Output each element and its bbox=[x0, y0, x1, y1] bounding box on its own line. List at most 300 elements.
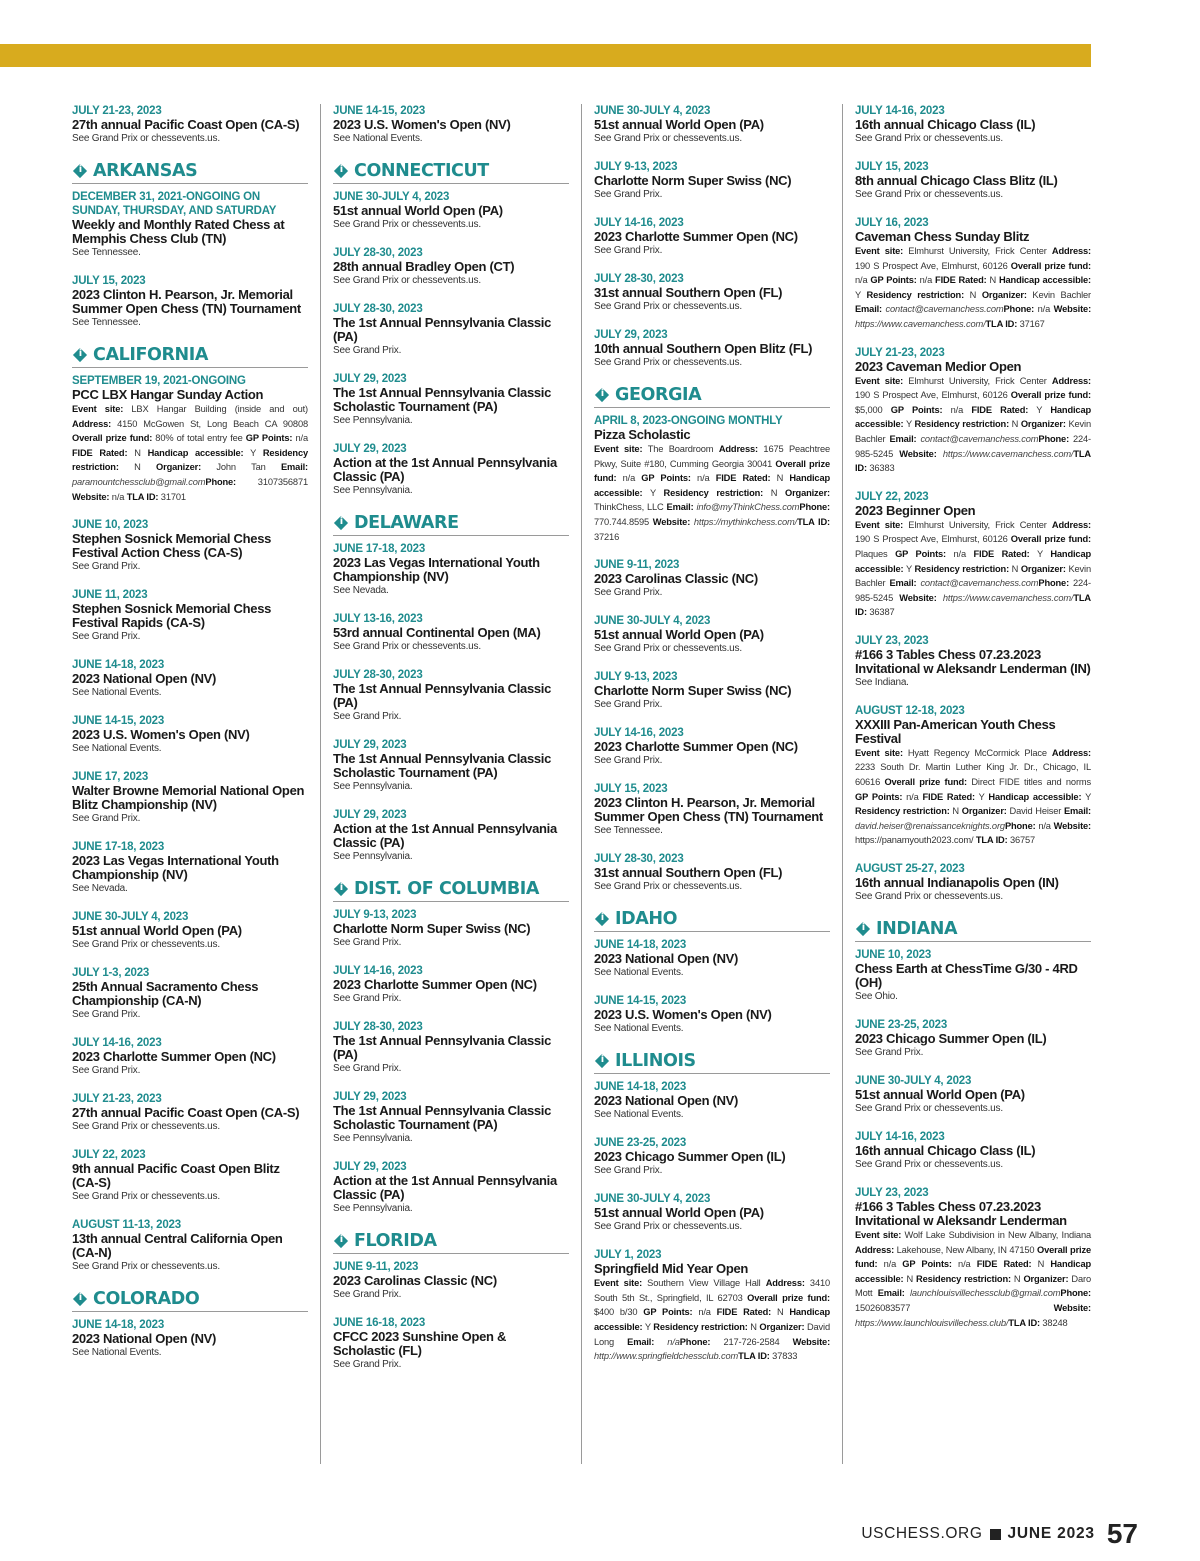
detail-value: N bbox=[949, 806, 962, 817]
detail-value: Elmhurst University, Frick Center bbox=[903, 246, 1052, 256]
event-title: 2023 Las Vegas International Youth Championship (NV) bbox=[72, 853, 279, 883]
event-note: See National Events. bbox=[72, 1347, 162, 1359]
footer-issue: JUNE 2023 bbox=[1007, 1525, 1095, 1542]
event-listing bbox=[333, 542, 569, 598]
event-listing bbox=[855, 1074, 1091, 1116]
detail-label: Phone: bbox=[679, 1336, 711, 1347]
detail-value: Y bbox=[855, 289, 867, 300]
event-date: JUNE 9-11, 2023 bbox=[333, 1261, 419, 1273]
event-title: 2023 Charlotte Summer Open (NC) bbox=[594, 229, 798, 244]
event-note: See Grand Prix or chessevents.us. bbox=[72, 939, 220, 951]
detail-label: Address: bbox=[1051, 246, 1091, 256]
event-title: 2023 Charlotte Summer Open (NC) bbox=[333, 977, 537, 992]
detail-label: Residency restriction: bbox=[914, 563, 1010, 574]
event-date: JULY 28-30, 2023 bbox=[333, 1021, 423, 1033]
event-note: See Grand Prix or chessevents.us. bbox=[72, 1121, 220, 1133]
event-date: JULY 14-16, 2023 bbox=[333, 965, 423, 977]
detail-label: Overall prize fund: bbox=[72, 433, 153, 444]
event-title: 51st annual World Open (PA) bbox=[594, 627, 764, 643]
detail-label: Website: bbox=[1053, 820, 1091, 831]
detail-label: Phone: bbox=[1060, 1288, 1091, 1299]
event-listing bbox=[72, 588, 308, 644]
event-title: XXXIII Pan-American Youth Chess Festival bbox=[855, 716, 1056, 746]
detail-label: Organizer: bbox=[759, 1321, 805, 1332]
detail-value: 80% of total entry fee bbox=[152, 433, 246, 444]
detail-link: paramountchessclub@gmail.com bbox=[72, 476, 206, 487]
detail-value: n/a bbox=[946, 548, 974, 559]
event-date: APRIL 8, 2023-ONGOING MONTHLY bbox=[594, 415, 783, 427]
event-note: See Grand Prix or chessevents.us. bbox=[333, 219, 481, 230]
info-diamond-icon bbox=[74, 165, 87, 178]
event-listing bbox=[594, 1136, 830, 1178]
info-diamond-icon bbox=[335, 517, 348, 530]
detail-label: GP Points: bbox=[643, 1307, 693, 1318]
detail-value: N bbox=[770, 473, 790, 484]
event-note: See Grand Prix. bbox=[72, 561, 141, 573]
detail-value: 36387 bbox=[866, 607, 895, 618]
event-note: See Grand Prix or chessevents.us. bbox=[333, 641, 481, 652]
detail-label: Email: bbox=[889, 433, 917, 444]
detail-label: Event site: bbox=[594, 1278, 643, 1289]
event-listing bbox=[72, 274, 308, 330]
event-date: JULY 28-30, 2023 bbox=[333, 247, 423, 259]
event-title: Caveman Chess Sunday Blitz bbox=[855, 229, 1030, 244]
event-listing bbox=[855, 1130, 1091, 1172]
event-details bbox=[855, 518, 1091, 620]
detail-value: N bbox=[1009, 563, 1021, 574]
event-date: AUGUST 11-13, 2023 bbox=[72, 1219, 181, 1232]
event-listing bbox=[333, 190, 569, 232]
event-title: 28th annual Bradley Open (CT) bbox=[333, 259, 515, 274]
event-listing bbox=[855, 346, 1091, 476]
state-name: CONNECTICUT bbox=[354, 161, 489, 181]
event-note: See Pennsylvania. bbox=[333, 1203, 413, 1214]
detail-value: 190 S Prospect Ave, Elmhurst, 60126 bbox=[855, 390, 1011, 401]
detail-label: Handicap accessible: bbox=[855, 404, 1091, 430]
detail-label: Phone: bbox=[205, 476, 236, 487]
event-listing bbox=[333, 104, 569, 146]
detail-value: Plaques bbox=[855, 548, 896, 559]
event-title: PCC LBX Hangar Sunday Action bbox=[72, 387, 264, 402]
detail-value: Elmhurst University, Frick Center bbox=[903, 519, 1052, 530]
event-date: JULY 21-23, 2023 bbox=[72, 105, 162, 117]
event-date: JULY 29, 2023 bbox=[594, 329, 668, 341]
detail-label: Event site: bbox=[594, 444, 643, 454]
event-note: See Grand Prix or chessevents.us. bbox=[855, 891, 1003, 903]
event-date: JULY 28-30, 2023 bbox=[594, 273, 684, 285]
event-listing bbox=[855, 1186, 1091, 1330]
event-date: JULY 15, 2023 bbox=[72, 275, 146, 287]
event-listing bbox=[855, 160, 1091, 202]
detail-label: GP Points: bbox=[902, 1259, 952, 1270]
event-listing bbox=[594, 1080, 830, 1122]
detail-label: Email: bbox=[627, 1336, 655, 1347]
event-title: 2023 U.S. Women's Open (NV) bbox=[72, 727, 250, 743]
detail-value: Elmhurst University, Frick Center bbox=[903, 375, 1052, 386]
event-title: 27th annual Pacific Coast Open (CA-S) bbox=[72, 1105, 300, 1121]
detail-value: Kevin Bachler bbox=[1026, 289, 1091, 300]
event-title: Walter Browne Memorial National Open Blitz Championship (NV) bbox=[72, 783, 305, 813]
event-date: JULY 13-16, 2023 bbox=[333, 613, 423, 625]
event-title: 2023 Charlotte Summer Open (NC) bbox=[594, 739, 798, 755]
detail-value bbox=[654, 1337, 667, 1347]
event-date: JULY 28-30, 2023 bbox=[333, 669, 423, 681]
event-date: JUNE 10, 2023 bbox=[855, 949, 932, 962]
event-date: JULY 29, 2023 bbox=[333, 443, 407, 455]
detail-value: n/a bbox=[1035, 820, 1054, 831]
footer-square-icon bbox=[990, 1529, 1001, 1540]
detail-label: Residency restriction: bbox=[653, 1321, 748, 1332]
event-title: 2023 Caveman Medior Open bbox=[855, 358, 1022, 374]
event-date: SEPTEMBER 19, 2021-ONGOING bbox=[72, 375, 246, 387]
event-title: The 1st Annual Pennsylvania Classic Scholastic Tournament (PA) bbox=[333, 385, 552, 414]
detail-link: http://www.springfieldchessclub.com bbox=[594, 1351, 739, 1362]
event-date: JUNE 17, 2023 bbox=[72, 771, 149, 784]
event-date: JULY 9-13, 2023 bbox=[594, 161, 678, 173]
event-listing bbox=[333, 668, 569, 724]
detail-value: N bbox=[1010, 1273, 1024, 1284]
detail-label: Event site: bbox=[855, 246, 904, 256]
detail-label: FIDE Rated: bbox=[715, 473, 771, 484]
detail-label: Residency restriction: bbox=[855, 806, 950, 817]
detail-label: Address: bbox=[1051, 519, 1091, 530]
detail-value: Hyatt Regency McCormick Place bbox=[902, 747, 1052, 758]
detail-value: $400 b/30 bbox=[594, 1307, 644, 1318]
event-note: See Grand Prix or chessevents.us. bbox=[594, 133, 742, 144]
detail-value: 38248 bbox=[1039, 1317, 1068, 1328]
event-note: See Grand Prix. bbox=[594, 245, 663, 256]
event-title: Chess Earth at ChessTime G/30 - 4RD (OH) bbox=[855, 961, 1078, 991]
event-note: See Grand Prix. bbox=[594, 699, 663, 711]
event-listing bbox=[72, 104, 308, 146]
event-details bbox=[855, 244, 1091, 332]
event-title: 2023 Clinton H. Pearson, Jr. Memorial Summer Open Chess (TN) Tournament bbox=[594, 795, 823, 825]
event-date: JULY 9-13, 2023 bbox=[333, 909, 417, 921]
event-note: See National Events. bbox=[333, 133, 423, 144]
detail-link: contact@cavemanchess.com bbox=[920, 578, 1039, 589]
detail-value: 224-985-5245 bbox=[855, 433, 1091, 459]
event-date: JULY 21-23, 2023 bbox=[855, 346, 945, 359]
detail-label: Website: bbox=[652, 516, 691, 527]
event-title: Charlotte Norm Super Swiss (NC) bbox=[333, 921, 531, 936]
detail-value: 190 S Prospect Ave, Elmhurst, 60126 bbox=[855, 260, 1011, 271]
event-listing bbox=[594, 328, 830, 370]
event-details bbox=[855, 746, 1091, 848]
detail-value: n/a bbox=[109, 491, 127, 502]
event-note: See Grand Prix or chessevents.us. bbox=[594, 301, 742, 312]
event-date: JULY 15, 2023 bbox=[594, 783, 668, 796]
detail-value: $5,000 bbox=[855, 404, 891, 415]
event-date: DECEMBER 31, 2021-ONGOING ON SUNDAY, THURSDAY, AND SATURDAY bbox=[72, 191, 277, 217]
event-title: 2023 National Open (NV) bbox=[594, 951, 739, 967]
detail-value: John Tan bbox=[201, 462, 281, 473]
detail-label: Event site: bbox=[855, 375, 904, 386]
detail-value: 36383 bbox=[866, 463, 895, 474]
detail-link: https://www.cavemanchess.com/ bbox=[855, 318, 986, 329]
state-header bbox=[855, 918, 1091, 942]
event-date: JULY 14-16, 2023 bbox=[72, 1037, 162, 1050]
event-title: Charlotte Norm Super Swiss (NC) bbox=[594, 173, 792, 188]
detail-value: n/a bbox=[616, 473, 642, 484]
event-title: #166 3 Tables Chess 07.23.2023 Invitational w Aleksandr Lenderman (IN) bbox=[855, 646, 1091, 676]
detail-value: N bbox=[1031, 1259, 1051, 1270]
event-details bbox=[855, 374, 1091, 476]
detail-value: 190 S Prospect Ave, Elmhurst, 60126 bbox=[855, 534, 1011, 545]
info-diamond-icon bbox=[596, 389, 609, 402]
event-date: JUNE 30-JULY 4, 2023 bbox=[594, 105, 711, 117]
detail-value: Wolf Lake Subdivision in New Albany, Indiana bbox=[901, 1230, 1091, 1241]
event-date: JULY 14-16, 2023 bbox=[855, 1131, 945, 1144]
event-date: JUNE 14-18, 2023 bbox=[72, 659, 165, 672]
event-listing bbox=[855, 216, 1091, 332]
detail-label: Address: bbox=[1051, 747, 1091, 758]
detail-value: Y bbox=[903, 563, 915, 574]
detail-label: Website: bbox=[899, 592, 937, 603]
event-note: See Grand Prix or chessevents.us. bbox=[594, 881, 742, 893]
state-name: DELAWARE bbox=[354, 513, 459, 533]
detail-value: David Heiser bbox=[1006, 806, 1064, 817]
detail-value: N bbox=[771, 1307, 790, 1318]
event-title: Weekly and Monthly Rated Chess at Memphis Chess Club (TN) bbox=[72, 217, 285, 246]
event-note: See Grand Prix. bbox=[333, 937, 402, 948]
event-date: JULY 15, 2023 bbox=[855, 161, 929, 173]
detail-label: Address: bbox=[1051, 375, 1091, 386]
detail-value: Daro Mott bbox=[855, 1273, 1091, 1299]
state-header bbox=[72, 160, 308, 184]
event-title: 13th annual Central California Open (CA-N) bbox=[72, 1231, 283, 1261]
detail-link: david.heiser@renaissanceknights.org bbox=[855, 820, 1005, 831]
detail-label: TLA ID: bbox=[975, 835, 1008, 846]
event-listing bbox=[855, 948, 1091, 1004]
detail-link: launchlouisvillechessclub@gmail.com bbox=[909, 1288, 1061, 1299]
event-listing bbox=[855, 104, 1091, 146]
event-listing bbox=[333, 442, 569, 498]
top-color-bar bbox=[0, 44, 1091, 67]
event-title: CFCC 2023 Sunshine Open & Scholastic (FL) bbox=[333, 1329, 507, 1358]
event-listing bbox=[333, 964, 569, 1006]
event-title: Stephen Sosnick Memorial Chess Festival Action Chess (CA-S) bbox=[72, 531, 272, 561]
event-date: JUNE 9-11, 2023 bbox=[594, 559, 680, 572]
column-divider bbox=[320, 104, 321, 1464]
detail-label: Handicap accessible: bbox=[998, 275, 1091, 286]
event-title: 2023 Chicago Summer Open (IL) bbox=[855, 1031, 1047, 1047]
event-note: See Grand Prix. bbox=[72, 813, 141, 825]
event-note: See Pennsylvania. bbox=[333, 781, 413, 792]
event-note: See National Events. bbox=[72, 743, 162, 755]
event-title: 53rd annual Continental Open (MA) bbox=[333, 625, 541, 640]
detail-label: Overall prize fund: bbox=[594, 458, 831, 484]
event-listing bbox=[72, 1092, 308, 1134]
event-date: JULY 23, 2023 bbox=[855, 634, 929, 647]
detail-value: 3410 South 5th St., Springfield, IL 62703 bbox=[594, 1278, 830, 1303]
detail-link: https://mythinkchess.com/ bbox=[693, 516, 798, 527]
column-divider bbox=[842, 104, 843, 1464]
event-note: See Nevada. bbox=[333, 585, 389, 596]
event-title: 9th annual Pacific Coast Open Blitz (CA-S) bbox=[72, 1161, 280, 1191]
event-note: See Tennessee. bbox=[594, 825, 663, 837]
event-note: See National Events. bbox=[594, 967, 684, 979]
detail-label: Email: bbox=[281, 462, 308, 473]
event-date: JULY 9-13, 2023 bbox=[594, 671, 678, 684]
detail-label: GP Points: bbox=[855, 791, 903, 802]
event-listing bbox=[594, 726, 830, 768]
detail-label: TLA ID: bbox=[855, 592, 1091, 618]
event-date: JULY 1-3, 2023 bbox=[72, 967, 150, 980]
detail-value: 37833 bbox=[769, 1351, 798, 1362]
event-title: 2023 National Open (NV) bbox=[72, 1331, 217, 1347]
detail-label: Email: bbox=[877, 1288, 905, 1299]
detail-label: Residency restriction: bbox=[72, 447, 308, 473]
event-details bbox=[72, 402, 308, 504]
detail-label: GP Points: bbox=[895, 548, 946, 559]
event-title: 16th annual Chicago Class (IL) bbox=[855, 117, 1036, 132]
detail-value: n/a bbox=[942, 404, 972, 415]
event-title: The 1st Annual Pennsylvania Classic (PA) bbox=[333, 1033, 552, 1062]
detail-label: Address: bbox=[855, 1244, 895, 1255]
detail-value: Y bbox=[642, 1321, 654, 1332]
event-date: JUNE 30-JULY 4, 2023 bbox=[333, 191, 450, 203]
detail-value: n/a bbox=[877, 1259, 903, 1270]
detail-value: 37167 bbox=[1017, 318, 1045, 329]
event-date: JULY 29, 2023 bbox=[333, 739, 407, 751]
event-date: JULY 21-23, 2023 bbox=[72, 1093, 162, 1106]
detail-value: N bbox=[986, 275, 999, 286]
event-title: The 1st Annual Pennsylvania Classic Scholastic Tournament (PA) bbox=[333, 751, 552, 780]
event-date: JUNE 14-15, 2023 bbox=[594, 995, 687, 1008]
event-title: 2023 Chicago Summer Open (IL) bbox=[594, 1149, 786, 1165]
detail-value: Y bbox=[974, 791, 989, 802]
event-listing bbox=[855, 490, 1091, 620]
event-listing bbox=[594, 782, 830, 838]
event-date: JULY 28-30, 2023 bbox=[594, 853, 684, 866]
state-name: ILLINOIS bbox=[615, 1051, 696, 1072]
detail-value: Direct FIDE titles and norms bbox=[967, 777, 1091, 788]
detail-value: N bbox=[127, 447, 148, 458]
event-title: 51st annual World Open (PA) bbox=[72, 923, 242, 939]
event-listing bbox=[594, 670, 830, 712]
event-note: See Grand Prix. bbox=[594, 755, 663, 767]
detail-label: GP Points: bbox=[641, 473, 691, 484]
detail-label: Address: bbox=[765, 1278, 805, 1289]
event-title: 2023 Beginner Open bbox=[855, 502, 976, 518]
event-listing bbox=[333, 1260, 569, 1302]
event-title: 2023 National Open (NV) bbox=[72, 671, 217, 687]
detail-value: LBX Hangar Building (inside and out) bbox=[123, 404, 308, 414]
detail-label: Website: bbox=[72, 491, 110, 502]
detail-value: 37216 bbox=[594, 531, 620, 542]
detail-label: Phone: bbox=[1004, 820, 1036, 831]
event-title: Action at the 1st Annual Pennsylvania Classic (PA) bbox=[333, 455, 557, 484]
detail-label: GP Points: bbox=[870, 275, 917, 286]
page-footer bbox=[861, 1518, 1138, 1550]
event-listing bbox=[72, 1318, 308, 1360]
detail-link: n/a bbox=[667, 1336, 680, 1347]
event-listing bbox=[72, 910, 308, 952]
detail-label: Address: bbox=[718, 444, 758, 454]
event-listing bbox=[594, 1192, 830, 1234]
event-listing bbox=[333, 1160, 569, 1216]
event-date: JUNE 14-18, 2023 bbox=[72, 1319, 165, 1332]
event-listing bbox=[333, 908, 569, 950]
event-listing bbox=[72, 658, 308, 700]
detail-link: https://www.cavemanchess.com/ bbox=[942, 448, 1074, 459]
state-name: COLORADO bbox=[93, 1289, 200, 1310]
event-title: #166 3 Tables Chess 07.23.2023 Invitational w Aleksandr Lenderman bbox=[855, 1199, 1067, 1229]
event-title: 2023 U.S. Women's Open (NV) bbox=[594, 1007, 772, 1023]
event-title: 51st annual World Open (PA) bbox=[333, 203, 503, 218]
event-note: See Grand Prix. bbox=[333, 1063, 402, 1074]
info-diamond-icon bbox=[596, 1055, 609, 1068]
event-title: 8th annual Chicago Class Blitz (IL) bbox=[855, 173, 1058, 188]
event-date: JUNE 30-JULY 4, 2023 bbox=[72, 911, 189, 924]
detail-value: 217-726-2584 bbox=[710, 1336, 793, 1347]
event-date: JULY 29, 2023 bbox=[333, 1091, 407, 1103]
detail-label: Website: bbox=[1053, 1303, 1091, 1313]
detail-value: n/a bbox=[855, 275, 871, 286]
detail-label: Residency restriction: bbox=[914, 419, 1010, 430]
event-date: JUNE 17-18, 2023 bbox=[333, 543, 426, 555]
detail-value: Y bbox=[1028, 404, 1051, 415]
event-title: 51st annual World Open (PA) bbox=[855, 1087, 1025, 1103]
detail-label: Email: bbox=[889, 578, 917, 589]
event-date: JUNE 11, 2023 bbox=[72, 589, 148, 602]
event-date: JUNE 14-18, 2023 bbox=[594, 939, 687, 952]
event-date: JUNE 23-25, 2023 bbox=[855, 1019, 948, 1032]
state-name: ARKANSAS bbox=[93, 161, 198, 181]
event-note: See Grand Prix or chessevents.us. bbox=[333, 275, 481, 286]
event-note: See Grand Prix. bbox=[594, 587, 663, 599]
detail-link: https://www.launchlouisvillechess.club/ bbox=[855, 1317, 1009, 1328]
event-date: JULY 14-16, 2023 bbox=[855, 105, 945, 117]
detail-value: N bbox=[964, 289, 982, 300]
event-note: See Grand Prix or chessevents.us. bbox=[855, 189, 1003, 200]
state-name: IDAHO bbox=[615, 909, 678, 930]
detail-label: TLA ID: bbox=[985, 318, 1018, 329]
event-title: Charlotte Norm Super Swiss (NC) bbox=[594, 683, 792, 699]
event-date: JULY 14-16, 2023 bbox=[594, 727, 684, 740]
detail-link: contact@cavemanchess.com bbox=[885, 304, 1004, 315]
event-details bbox=[594, 442, 830, 544]
event-note: See Grand Prix. bbox=[72, 1009, 141, 1021]
detail-label: FIDE Rated: bbox=[935, 275, 987, 286]
detail-label: TLA ID: bbox=[1008, 1317, 1040, 1328]
event-listing bbox=[333, 1316, 569, 1372]
event-title: 16th annual Chicago Class (IL) bbox=[855, 1143, 1036, 1159]
event-note: See National Events. bbox=[72, 687, 162, 699]
state-name: GEORGIA bbox=[615, 385, 702, 405]
event-date: JUNE 10, 2023 bbox=[72, 519, 149, 532]
detail-label: Organizer: bbox=[784, 487, 830, 498]
detail-value: N bbox=[903, 1273, 917, 1284]
event-title: Action at the 1st Annual Pennsylvania Classic (PA) bbox=[333, 1173, 557, 1202]
event-date: JUNE 30-JULY 4, 2023 bbox=[594, 1193, 711, 1206]
detail-label: Event site: bbox=[855, 747, 903, 758]
detail-value: 2233 South Dr. Martin Luther King Jr. Dr., Chicago, IL 60616 bbox=[855, 762, 1091, 788]
detail-label: Event site: bbox=[855, 519, 904, 530]
detail-label: Phone: bbox=[1038, 578, 1070, 589]
detail-value: N bbox=[118, 462, 157, 473]
event-title: 27th annual Pacific Coast Open (CA-S) bbox=[72, 117, 300, 132]
detail-label: Handicap accessible: bbox=[594, 473, 831, 498]
detail-label: Overall prize fund: bbox=[747, 1292, 830, 1303]
event-note: See Grand Prix or chessevents.us. bbox=[72, 1191, 220, 1203]
detail-label: TLA ID: bbox=[797, 516, 831, 527]
state-header bbox=[333, 512, 569, 536]
event-listing bbox=[333, 1090, 569, 1146]
event-note: See National Events. bbox=[594, 1023, 684, 1035]
event-note: See Grand Prix or chessevents.us. bbox=[855, 1103, 1003, 1115]
event-note: See Grand Prix. bbox=[855, 1047, 924, 1059]
